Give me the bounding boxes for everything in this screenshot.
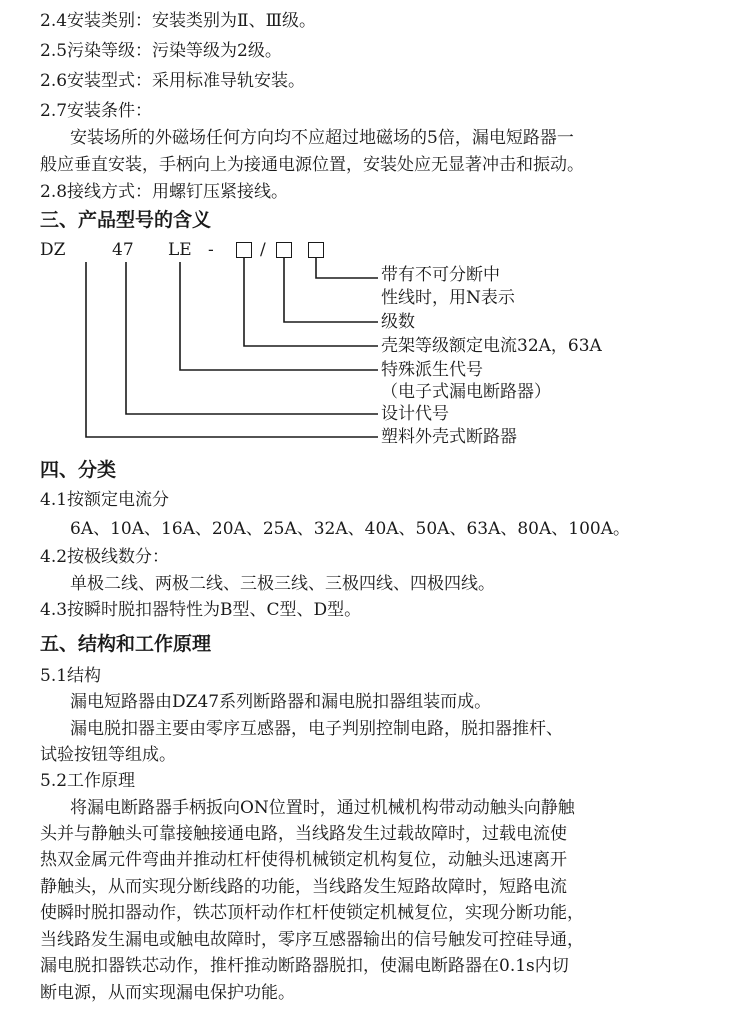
clause-2-8: 2.8接线方式：用螺钉压紧接线。 [40, 182, 289, 202]
clause-5-1: 5.1结构 [40, 666, 102, 686]
label-design-code: 设计代号 [381, 404, 449, 424]
label-neutral-1: 带有不可分断中 [381, 265, 500, 285]
current-ratings: 6A、10A、16A、20A、25A、32A、40A、50A、63A、80A、100A。 [70, 519, 630, 539]
label-neutral-2: 性线时，用N表示 [381, 288, 515, 308]
label-frame-current: 壳架等级额定电流32A，63A [381, 336, 602, 356]
leader-poles [284, 258, 378, 322]
principle-line: 漏电脱扣器铁芯动作，推杆推动断路器脱扣，使漏电断路器在0.1s内切 [40, 956, 569, 976]
principle-line: 当线路发生漏电或触电故障时，零序互感器输出的信号触发可控硅导通， [40, 930, 584, 950]
clause-2-7-text-1: 安装场所的外磁场任何方向均不应超过地磁场的5倍，漏电短路器一 [70, 128, 574, 148]
leader-neutral [316, 258, 378, 278]
label-plastic-case: 塑料外壳式断路器 [381, 427, 517, 447]
clause-2-4: 2.4安装类别：安装类别为Ⅱ、Ⅲ级。 [40, 11, 316, 31]
leader-lines [0, 0, 730, 460]
principle-line: 头并与静触头可靠接触接通电路，当线路发生过载故障时，过载电流使 [40, 824, 567, 844]
code-47: 47 [112, 240, 134, 260]
code-slash: / [260, 240, 266, 260]
code-dash: - [208, 240, 214, 260]
section-5-title: 五、结构和工作原理 [40, 633, 212, 655]
section-3-title: 三、产品型号的含义 [40, 209, 212, 231]
label-poles: 级数 [381, 312, 415, 332]
clause-2-5: 2.5污染等级：污染等级为2级。 [40, 41, 282, 61]
clause-4-3: 4.3按瞬时脱扣器特性为B型、C型、D型。 [40, 600, 362, 620]
leader-plastic [86, 262, 378, 437]
principle-line: 断电源，从而实现漏电保护功能。 [40, 983, 295, 1003]
principle-line: 静触头，从而实现分断线路的功能，当线路发生短路故障时，短路电流 [40, 877, 567, 897]
code-le: LE [168, 240, 192, 260]
label-derived-code: 特殊派生代号 [381, 360, 483, 380]
principle-line: 热双金属元件弯曲并推动杠杆使得机械锁定机构复位，动触头迅速离开 [40, 850, 567, 870]
code-dz: DZ [40, 240, 66, 260]
label-derived-note: （电子式漏电断路器） [381, 382, 551, 402]
clause-4-1: 4.1按额定电流分 [40, 490, 170, 510]
principle-line: 使瞬时脱扣器动作，铁芯顶杆动作杠杆使锁定机械复位，实现分断功能， [40, 903, 584, 923]
clause-4-2: 4.2按极线数分： [40, 547, 170, 567]
clause-2-7-text-2: 般应垂直安装，手柄向上为接通电源位置，安装处应无显著冲击和振动。 [40, 155, 584, 175]
clause-5-2: 5.2工作原理 [40, 771, 136, 791]
pole-types: 单极二线、两极二线、三极三线、三极四线、四极四线。 [70, 574, 495, 594]
clause-2-7: 2.7安装条件： [40, 101, 153, 121]
leader-design [126, 262, 378, 414]
structure-text-2: 漏电脱扣器主要由零序互感器，电子判别控制电路，脱扣器推杆、 [70, 719, 563, 739]
clause-2-6: 2.6安装型式：采用标准导轨安装。 [40, 71, 306, 91]
principle-line: 将漏电断路器手柄扳向ON位置时，通过机械机构带动动触头向静触 [70, 798, 575, 818]
structure-text-3: 试验按钮等组成。 [40, 745, 176, 765]
structure-text-1: 漏电短路器由DZ47系列断路器和漏电脱扣器组装而成。 [70, 692, 492, 712]
section-4-title: 四、分类 [40, 459, 117, 481]
leader-current [244, 258, 378, 346]
